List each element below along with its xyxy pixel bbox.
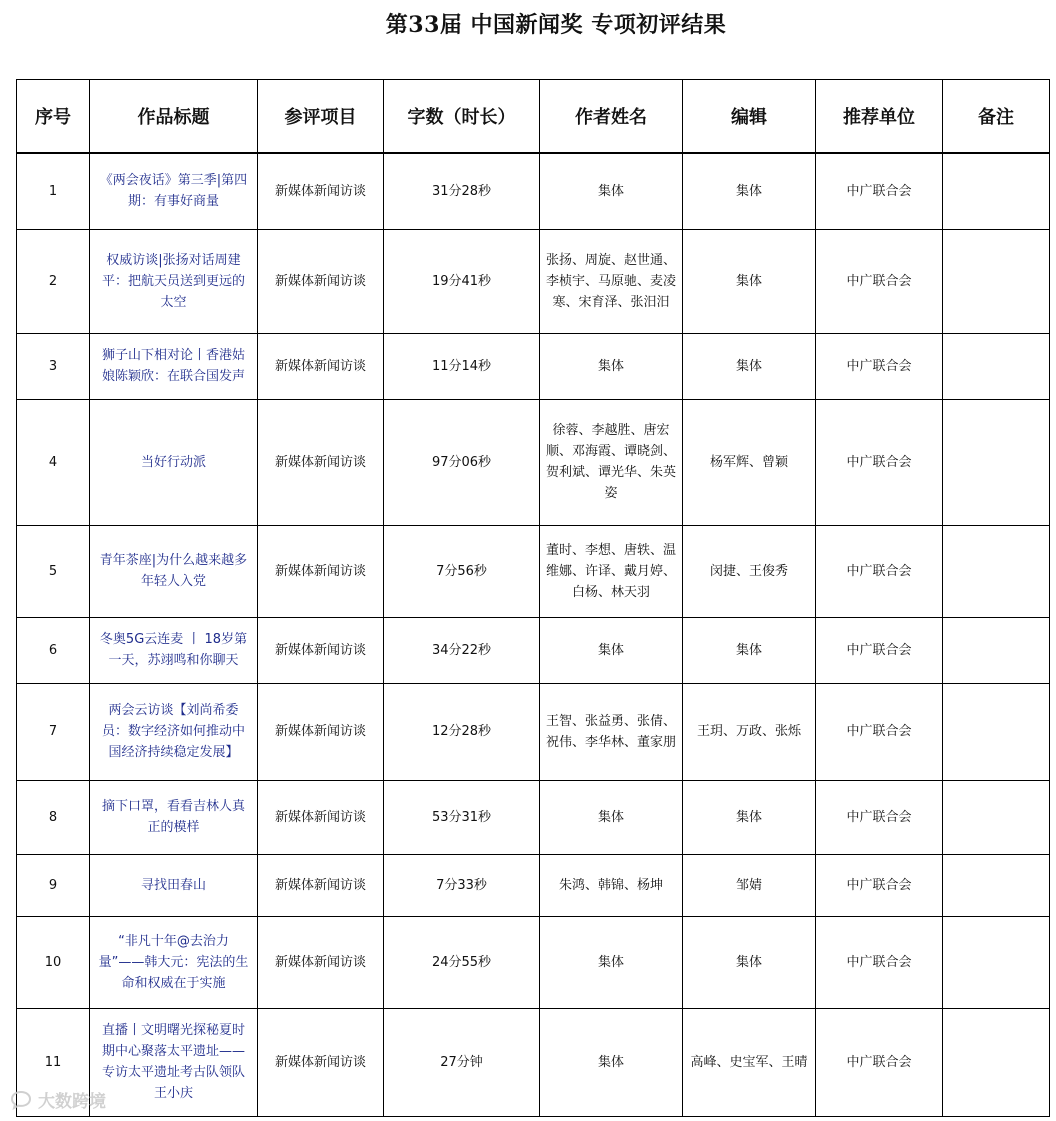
column-header-unit: 推荐单位 [816, 80, 943, 154]
results-table [16, 79, 1050, 1117]
cell-unit: 中广联合会 [816, 683, 943, 780]
cell-authors: 集体 [540, 333, 683, 399]
cell-authors: 集体 [540, 153, 683, 229]
cell-title: 青年茶座|为什么越来越多年轻人入党 [90, 525, 258, 617]
cell-unit: 中广联合会 [816, 153, 943, 229]
cell-number: 1 [17, 153, 90, 229]
cell-editors: 集体 [683, 153, 816, 229]
table-row [17, 333, 1050, 399]
cell-note [943, 525, 1050, 617]
cell-note [943, 617, 1050, 683]
cell-category: 新媒体新闻访谈 [258, 916, 384, 1008]
table-body [17, 153, 1050, 1116]
watermark-text: 大数跨境 [38, 1092, 106, 1112]
cell-duration: 11分14秒 [384, 333, 540, 399]
cell-duration: 97分06秒 [384, 399, 540, 525]
table-row [17, 525, 1050, 617]
cell-category: 新媒体新闻访谈 [258, 780, 384, 854]
column-header-note: 备注 [943, 80, 1050, 154]
cell-title: 冬奥5G云连麦 丨 18岁第一天，苏翊鸣和你聊天 [90, 617, 258, 683]
cell-number: 11 [17, 1008, 90, 1116]
cell-title: “非凡十年@去治力量”——韩大元：宪法的生命和权威在于实施 [90, 916, 258, 1008]
table-row [17, 1008, 1050, 1116]
cell-authors: 王智、张益勇、张倩、祝伟、李华林、董家朋 [540, 683, 683, 780]
cell-note [943, 1008, 1050, 1116]
cell-duration: 19分41秒 [384, 229, 540, 333]
column-header-editors: 编辑 [683, 80, 816, 154]
table-row [17, 916, 1050, 1008]
table-row [17, 617, 1050, 683]
table-row [17, 229, 1050, 333]
cell-editors: 集体 [683, 617, 816, 683]
cell-title: 当好行动派 [90, 399, 258, 525]
column-header-duration: 字数（时长） [384, 80, 540, 154]
cell-title: 两会云访谈【刘尚希委员：数字经济如何推动中国经济持续稳定发展】 [90, 683, 258, 780]
cell-number: 2 [17, 229, 90, 333]
cell-number: 9 [17, 854, 90, 916]
cell-authors: 集体 [540, 780, 683, 854]
cell-editors: 集体 [683, 780, 816, 854]
cell-authors: 集体 [540, 916, 683, 1008]
column-header-title: 作品标题 [90, 80, 258, 154]
cell-note [943, 916, 1050, 1008]
cell-category: 新媒体新闻访谈 [258, 399, 384, 525]
cell-duration: 7分56秒 [384, 525, 540, 617]
column-header-category: 参评项目 [258, 80, 384, 154]
cell-editors: 邹婧 [683, 854, 816, 916]
cell-unit: 中广联合会 [816, 333, 943, 399]
cell-duration: 34分22秒 [384, 617, 540, 683]
cell-duration: 53分31秒 [384, 780, 540, 854]
cell-note [943, 333, 1050, 399]
cell-unit: 中广联合会 [816, 780, 943, 854]
cell-unit: 中广联合会 [816, 617, 943, 683]
cell-authors: 徐蓉、李越胜、唐宏顺、邓海霞、谭晓剑、贺利斌、谭光华、朱英姿 [540, 399, 683, 525]
cell-editors: 集体 [683, 916, 816, 1008]
cell-note [943, 683, 1050, 780]
cell-number: 3 [17, 333, 90, 399]
cell-unit: 中广联合会 [816, 399, 943, 525]
cell-duration: 24分55秒 [384, 916, 540, 1008]
cell-title: 摘下口罩，看看吉林人真正的模样 [90, 780, 258, 854]
chat-bubble-icon [10, 1090, 32, 1110]
column-header-number: 序号 [17, 80, 90, 154]
cell-editors: 王玥、万政、张烁 [683, 683, 816, 780]
cell-title: 狮子山下相对论丨香港姑娘陈颖欣：在联合国发声 [90, 333, 258, 399]
column-header-authors: 作者姓名 [540, 80, 683, 154]
cell-authors: 集体 [540, 1008, 683, 1116]
table-row [17, 153, 1050, 229]
cell-note [943, 153, 1050, 229]
cell-category: 新媒体新闻访谈 [258, 617, 384, 683]
cell-unit: 中广联合会 [816, 854, 943, 916]
cell-unit: 中广联合会 [816, 525, 943, 617]
cell-editors: 杨军辉、曾颖 [683, 399, 816, 525]
cell-authors: 董时、李想、唐轶、温维娜、许译、戴月婷、白杨、林天羽 [540, 525, 683, 617]
cell-unit: 中广联合会 [816, 916, 943, 1008]
cell-authors: 集体 [540, 617, 683, 683]
cell-title: 权威访谈|张扬对话周建平：把航天员送到更远的太空 [90, 229, 258, 333]
cell-authors: 张扬、周旋、赵世通、李桢宇、马原驰、麦凌寒、宋育泽、张汨汨 [540, 229, 683, 333]
cell-number: 4 [17, 399, 90, 525]
cell-number: 8 [17, 780, 90, 854]
cell-editors: 闵捷、王俊秀 [683, 525, 816, 617]
cell-editors: 高峰、史宝军、王晴 [683, 1008, 816, 1116]
cell-duration: 31分28秒 [384, 153, 540, 229]
cell-category: 新媒体新闻访谈 [258, 153, 384, 229]
cell-title: 《两会夜话》第三季|第四期：有事好商量 [90, 153, 258, 229]
table-row [17, 399, 1050, 525]
cell-note [943, 229, 1050, 333]
cell-duration: 7分33秒 [384, 854, 540, 916]
table-row [17, 854, 1050, 916]
cell-number: 10 [17, 916, 90, 1008]
cell-category: 新媒体新闻访谈 [258, 333, 384, 399]
cell-authors: 朱鸿、韩锦、杨坤 [540, 854, 683, 916]
cell-note [943, 399, 1050, 525]
cell-number: 7 [17, 683, 90, 780]
cell-note [943, 854, 1050, 916]
cell-category: 新媒体新闻访谈 [258, 683, 384, 780]
cell-unit: 中广联合会 [816, 229, 943, 333]
cell-category: 新媒体新闻访谈 [258, 1008, 384, 1116]
cell-category: 新媒体新闻访谈 [258, 229, 384, 333]
cell-category: 新媒体新闻访谈 [258, 854, 384, 916]
cell-editors: 集体 [683, 333, 816, 399]
cell-title: 寻找田春山 [90, 854, 258, 916]
cell-number: 6 [17, 617, 90, 683]
watermark [10, 1087, 106, 1112]
cell-title: 直播丨文明曙光探秘夏时期中心聚落太平遗址——专访太平遗址考古队领队王小庆 [90, 1008, 258, 1116]
cell-duration: 27分钟 [384, 1008, 540, 1116]
cell-number: 5 [17, 525, 90, 617]
cell-category: 新媒体新闻访谈 [258, 525, 384, 617]
page-title: 第33届 中国新闻奖 专项初评结果 [385, 12, 727, 38]
table-row [17, 683, 1050, 780]
cell-duration: 12分28秒 [384, 683, 540, 780]
header-row [17, 80, 1050, 154]
cell-unit: 中广联合会 [816, 1008, 943, 1116]
cell-editors: 集体 [683, 229, 816, 333]
table-row [17, 780, 1050, 854]
cell-note [943, 780, 1050, 854]
